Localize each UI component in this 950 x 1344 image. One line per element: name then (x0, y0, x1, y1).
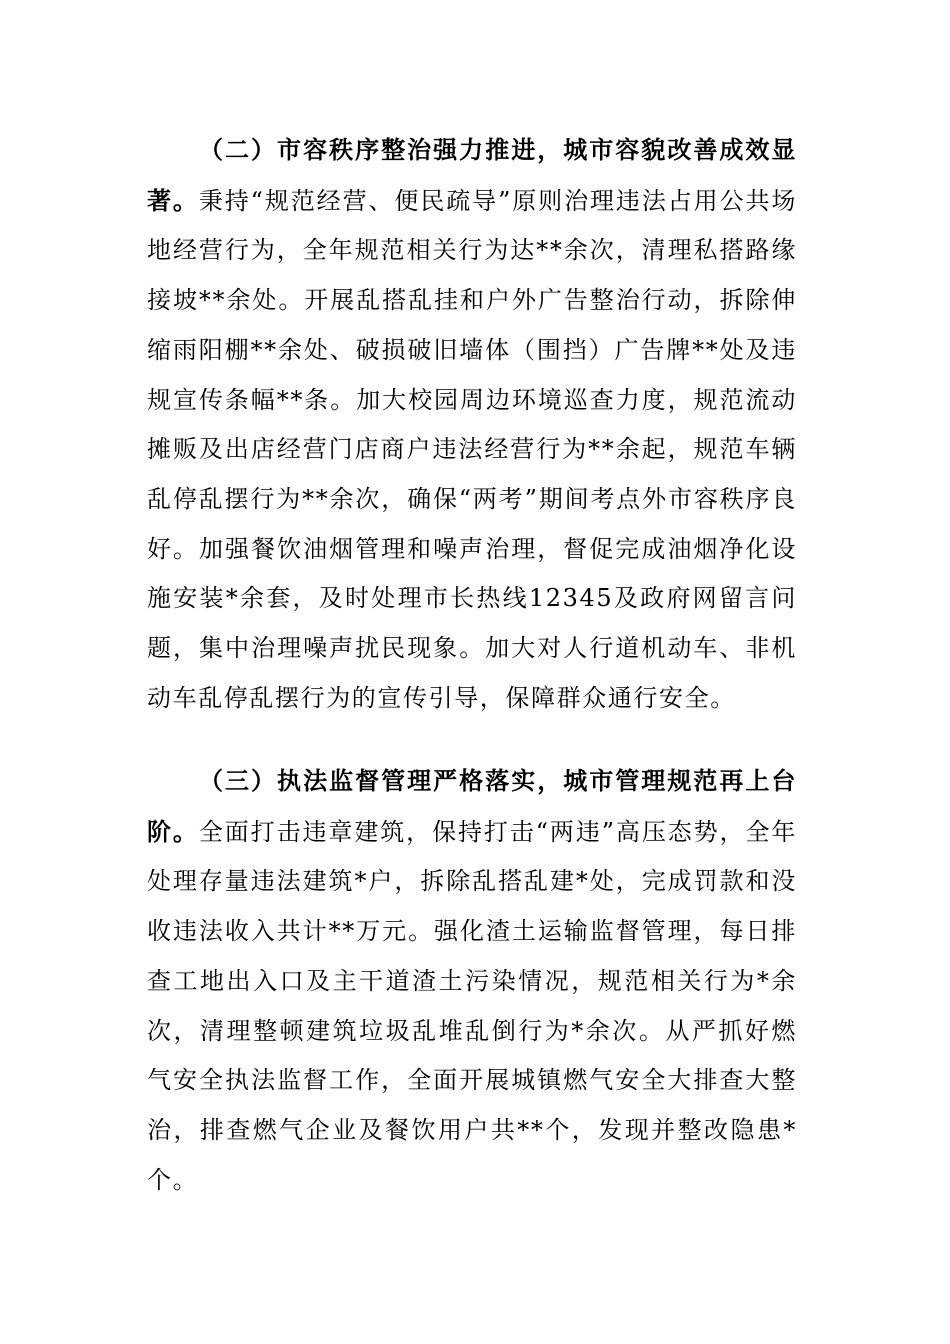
section-2-heading: （二）市容秩序整治强力推进，城市容貌改善成效显著。 (147, 135, 797, 215)
paragraph-section-3 (147, 756, 797, 1205)
section-2-body: 秉持“规范经营、便民疏导”原则治理违法占用公共场地经营行为，全年规范相关行为达**余次，清理私搭路缘接坡**余处。开展乱搭乱挂和户外广告整治行动，拆除伸缩雨阳棚**余处、破损破旧墙体（围挡）广告牌**处及违规宣传条幅**条。加大校园周边环境巡查力度，规范流动摊贩及出店经营门店商户违法经营行为**余起，规范车辆乱停乱摆行为**余次，确保“两考”期间考点外市容秩序良好。加强餐饮油烟管理和噪声治理，督促完成油烟净化设施安装*余套，及时处理市长热线12345及政府网留言问题，集中治理噪声扰民现象。加大对人行道机动车、非机动车乱停乱摆行为的宣传引导，保障群众通行安全。 (147, 186, 798, 712)
paragraph-section-2 (147, 125, 797, 723)
section-3-heading: （三）执法监督管理严格落实，城市管理规范再上台阶。 (147, 766, 797, 846)
section-3-body: 全面打击违章建筑，保持打击“两违”高压态势，全年处理存量违法建筑*户，拆除乱搭乱建*处，完成罚款和没收违法收入共计**万元。强化渣土运输监督管理，每日排查工地出入口及主干道渣土污染情况，规范相关行为*余次，清理整顿建筑垃圾乱堆乱倒行为*余次。从严抓好燃气安全执法监督工作，全面开展城镇燃气安全大排查大整治，排查燃气企业及餐饮用户共**个，发现并整改隐患*个。 (147, 817, 798, 1194)
